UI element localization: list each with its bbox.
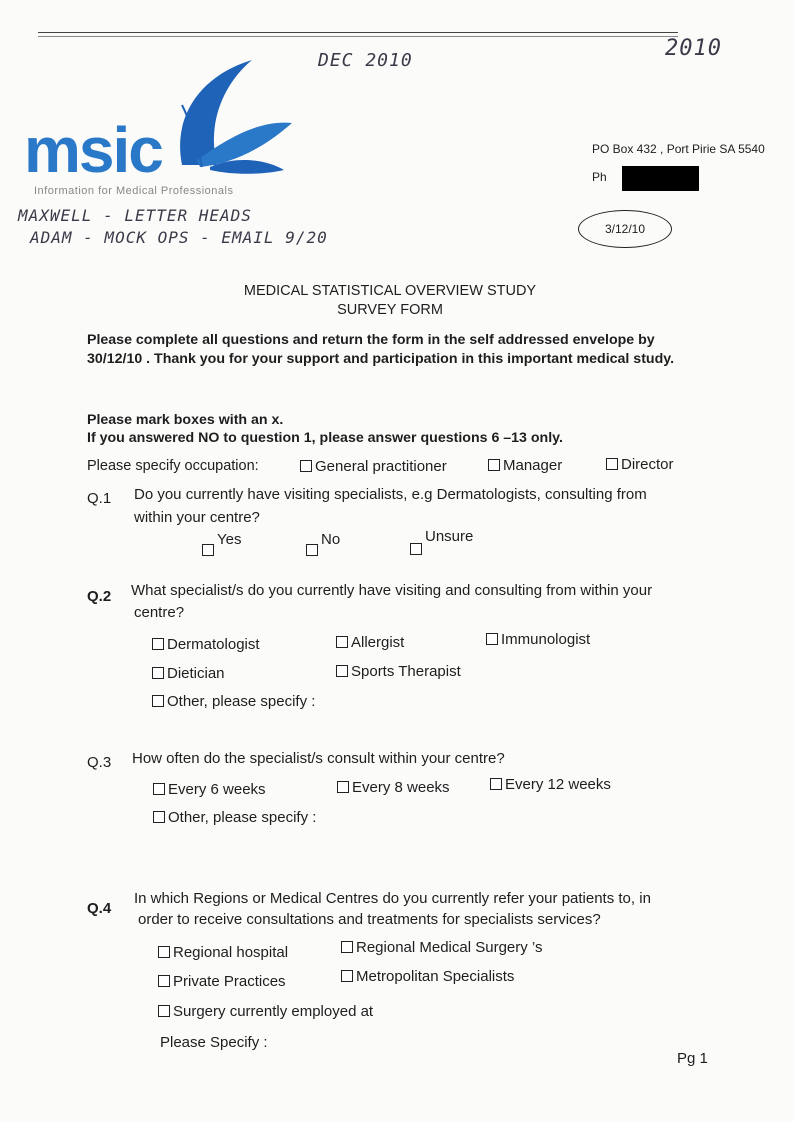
checkbox[interactable] [153,783,165,795]
logo-text: msic [24,114,162,186]
top-rule [38,32,678,33]
phone-label: Ph [592,170,607,184]
top-rule-2 [38,36,678,37]
checkbox[interactable] [486,633,498,645]
checkbox[interactable] [336,636,348,648]
q4-text-1: In which Regions or Medical Centres do you currently refer your patients to, in [134,890,651,907]
form-subtitle: SURVEY FORM [337,302,443,318]
q2-dietician-checkbox[interactable]: Dietician [152,665,225,682]
circled-date-stamp [578,210,672,248]
checkbox[interactable] [490,778,502,790]
checkbox[interactable] [336,665,348,677]
q2-sports-therapist-checkbox[interactable]: Sports Therapist [336,663,461,680]
occupation-gp-checkbox[interactable]: General practitioner [300,458,447,475]
checkbox[interactable] [153,811,165,823]
q1-number: Q.1 [87,490,112,507]
q2-allergist-checkbox[interactable]: Allergist [336,634,404,651]
occupation-director-checkbox[interactable]: Director [606,456,674,473]
q2-other-checkbox[interactable]: Other, please specify : [152,693,315,710]
q1-unsure-checkbox[interactable]: Unsure [410,528,473,555]
checkbox[interactable] [158,946,170,958]
q2-text-2: centre? [134,604,185,621]
q4-metropolitan-checkbox[interactable]: Metropolitan Specialists [341,968,514,985]
q3-number: Q.3 [87,754,112,771]
checkbox[interactable] [158,1005,170,1017]
q1-text-1: Do you currently have visiting specialists, e.g Dermatologists, consulting from [134,486,647,503]
q4-regional-hospital-checkbox[interactable]: Regional hospital [158,944,288,961]
intro-line-1: Please complete all questions and return the form in the self addressed envelope by [87,332,655,348]
q4-private-practices-checkbox[interactable]: Private Practices [158,973,286,990]
checkbox[interactable] [306,544,318,556]
handwritten-note-1: MAXWELL - LETTER HEADS [18,206,252,225]
form-title: MEDICAL STATISTICAL OVERVIEW STUDY [243,283,537,299]
q3-12weeks-checkbox[interactable]: Every 12 weeks [490,776,611,793]
q4-surgery-employed-checkbox[interactable]: Surgery currently employed at [158,1003,373,1020]
q4-number: Q.4 [87,900,112,917]
checkbox[interactable] [410,543,422,555]
q1-text-2: within your centre? [134,509,260,526]
checkbox[interactable] [300,460,312,472]
handwritten-year: 2010 [665,36,722,61]
q3-text-1: How often do the specialist/s consult within your centre? [132,750,505,767]
checkbox[interactable] [152,638,164,650]
contact-address: PO Box 432 , Port Pirie SA 5540 [592,142,765,156]
q2-number: Q.2 [87,588,112,605]
checkbox[interactable] [488,459,500,471]
q1-yes-checkbox[interactable]: Yes [202,531,241,556]
q4-specify-label: Please Specify : [160,1034,268,1051]
logo-tagline: Information for Medical Professionals [34,185,234,197]
checkbox[interactable] [337,781,349,793]
instructions-line-2: If you answered NO to question 1, please answer questions 6 –13 only. [87,430,563,446]
q3-other-checkbox[interactable]: Other, please specify : [153,809,316,826]
q2-dermatologist-checkbox[interactable]: Dermatologist [152,636,260,653]
handwritten-date: DEC 2010 [318,50,413,71]
handwritten-note-2: ADAM - MOCK OPS - EMAIL 9/20 [30,228,328,247]
page-number: Pg 1 [677,1050,708,1067]
intro-line-2: 30/12/10 . Thank you for your support and participation in this important medical study. [87,351,675,367]
q3-8weeks-checkbox[interactable]: Every 8 weeks [337,779,450,796]
checkbox[interactable] [152,695,164,707]
checkbox[interactable] [202,544,214,556]
checkbox[interactable] [158,975,170,987]
checkbox[interactable] [152,667,164,679]
msic-logo [22,55,322,205]
circled-date: 3/12/10 [604,222,646,236]
q3-6weeks-checkbox[interactable]: Every 6 weeks [153,781,266,798]
q4-regional-surgery-checkbox[interactable]: Regional Medical Surgery ’s [341,939,542,956]
q2-text-1: What specialist/s do you currently have visiting and consulting from within your [131,582,653,599]
instructions-line-1: Please mark boxes with an x. [87,412,284,428]
phone-redaction [622,166,699,191]
q4-text-2: order to receive consultations and treatments for specialists services? [138,911,601,928]
checkbox[interactable] [341,970,353,982]
checkbox[interactable] [341,941,353,953]
occupation-label: Please specify occupation: [87,458,259,474]
checkbox[interactable] [606,458,618,470]
q2-immunologist-checkbox[interactable]: Immunologist [486,631,590,648]
q1-no-checkbox[interactable]: No [306,531,340,556]
occupation-manager-checkbox[interactable]: Manager [488,457,562,474]
